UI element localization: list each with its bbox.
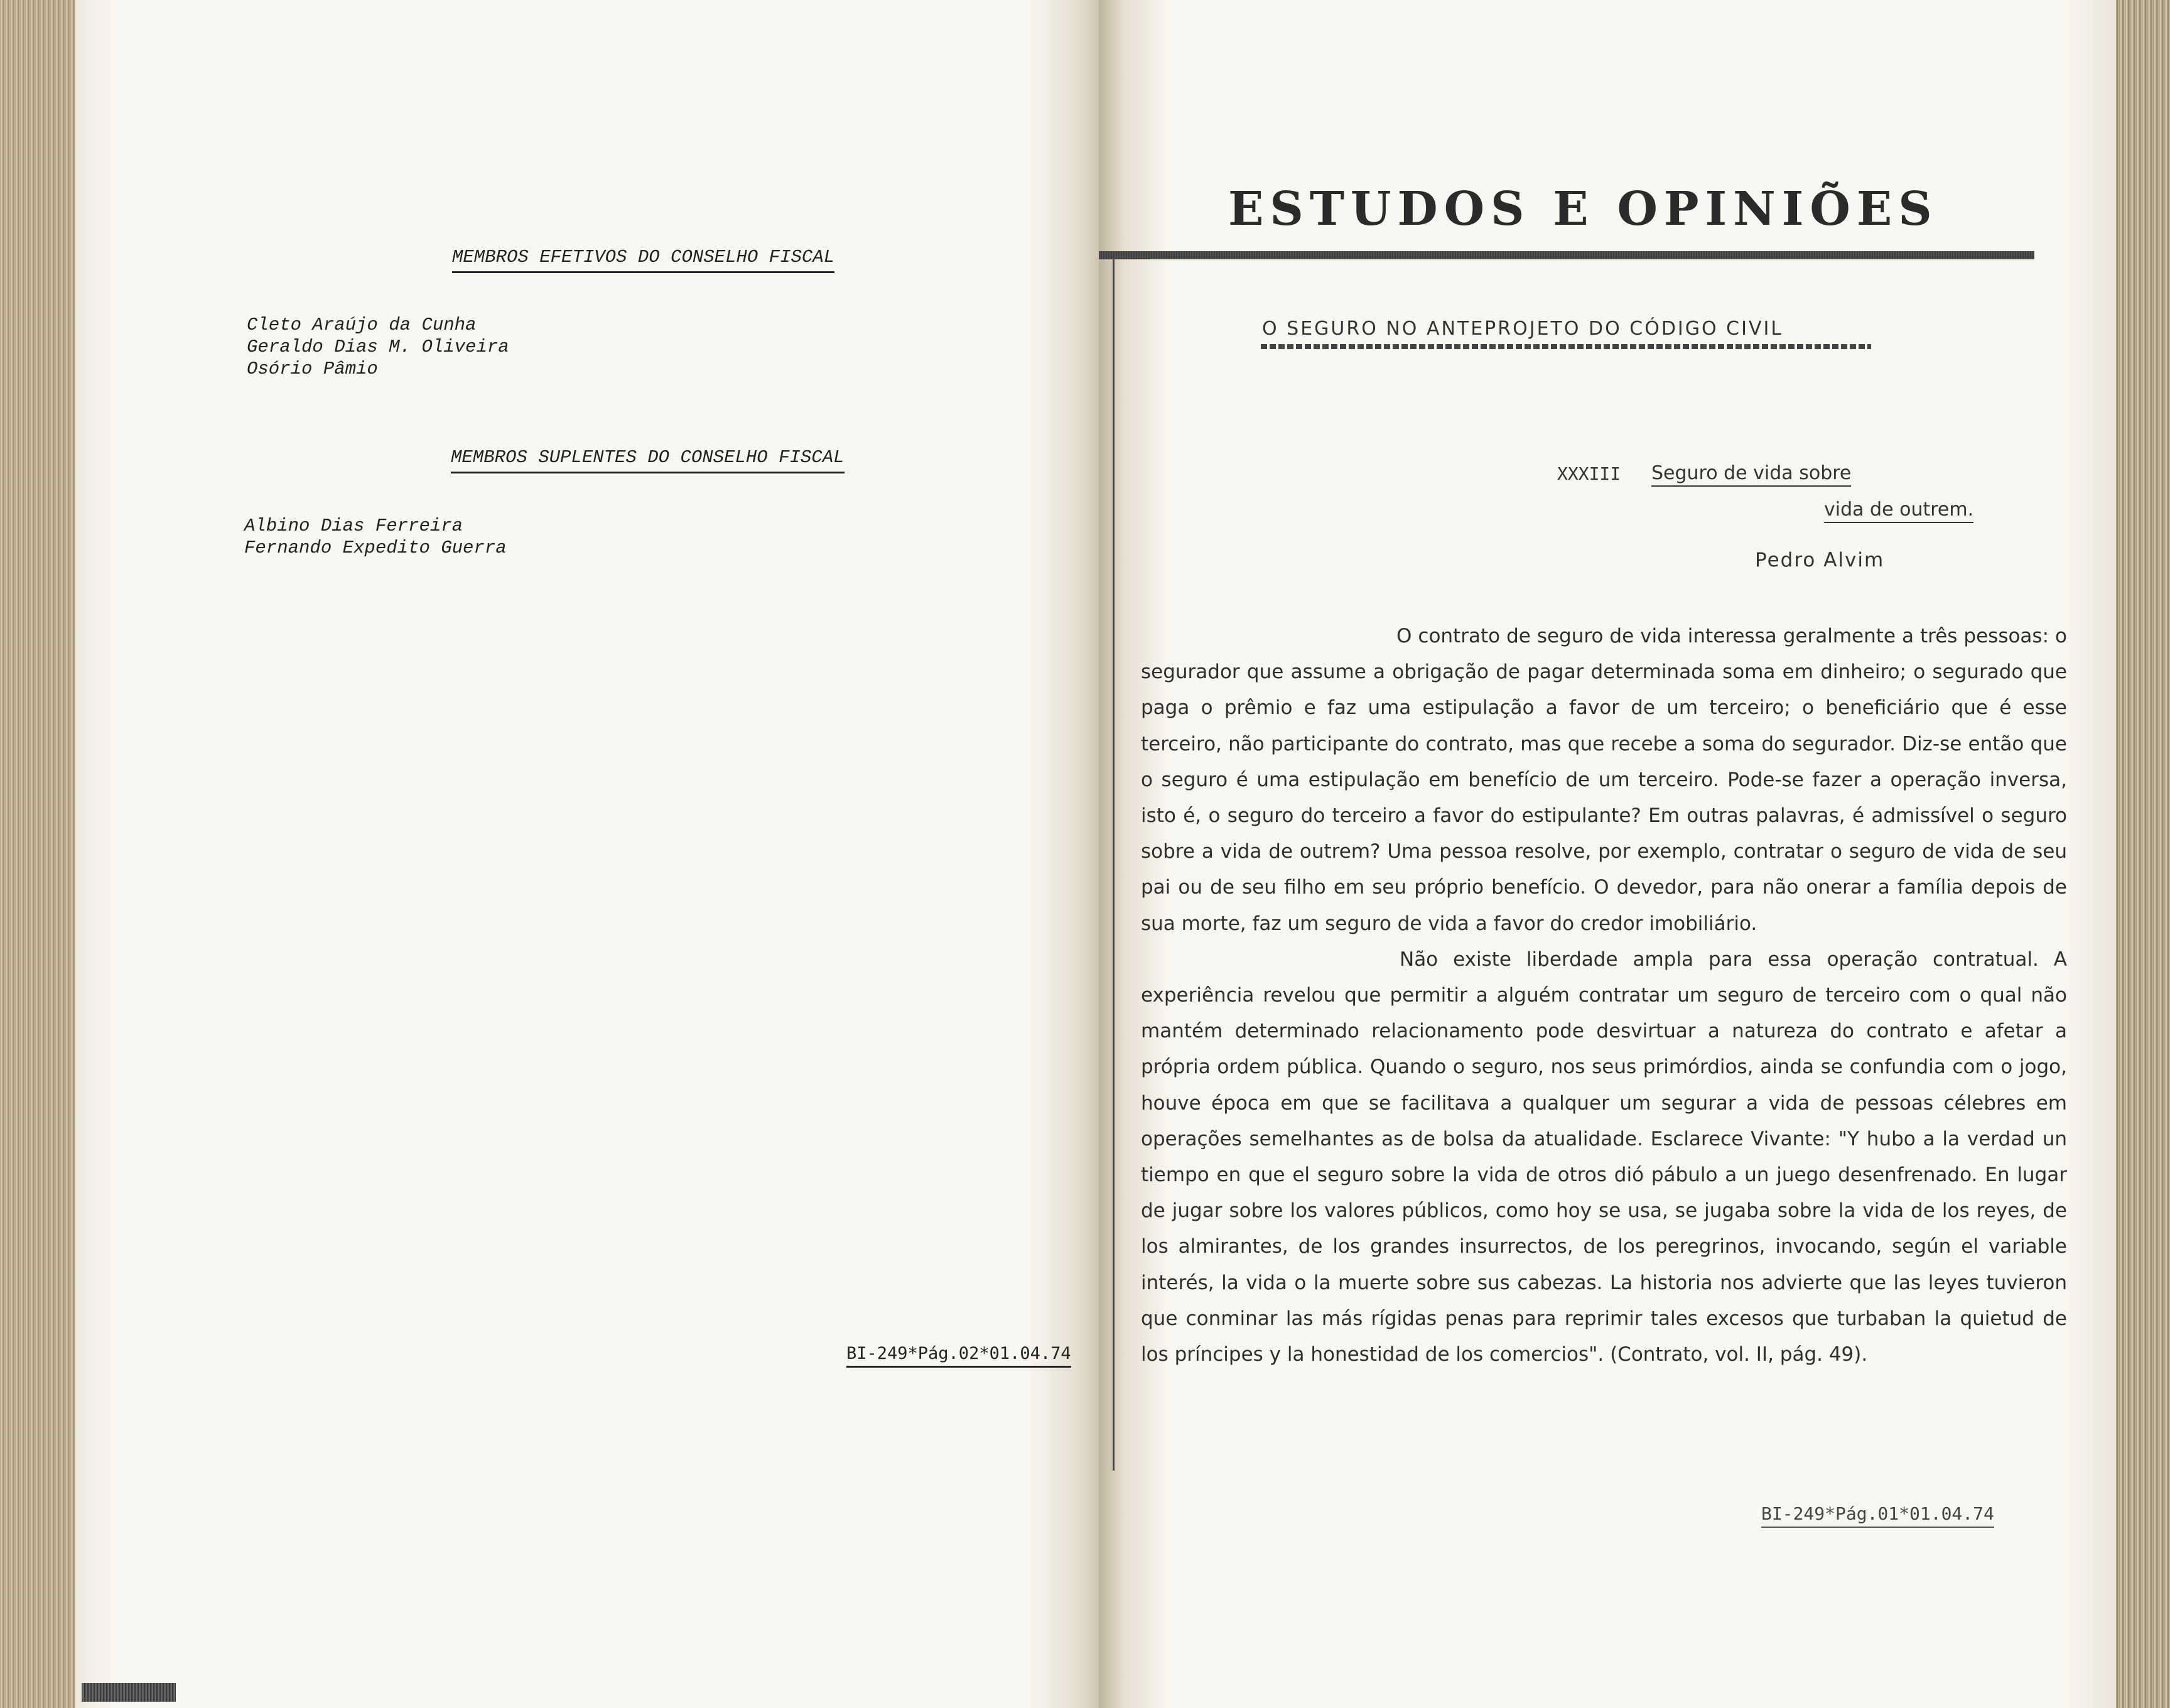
section-title: ESTUDOS E OPINIÕES: [1228, 182, 1938, 236]
member-name: Fernando Expedito Guerra: [244, 538, 507, 558]
page-footer-left: BI-249*Pág.02*01.04.74: [846, 1344, 1071, 1368]
author-name: Pedro Alvim: [1755, 549, 1885, 571]
chapter-title-line2: vida de outrem.: [1824, 499, 1973, 523]
effective-members-heading: MEMBROS EFETIVOS DO CONSELHO FISCAL: [452, 247, 834, 273]
page-footer-right: BI-249*Pág.01*01.04.74: [1761, 1503, 1994, 1528]
section-rule: [1099, 251, 2034, 259]
body-paragraph: O contrato de seguro de vida interessa geralmente a três pessoas: o segurador que assume a obrigação de pagar determinada soma em dinheiro; o segurado que paga o prêmio e faz uma estipulação a favor de um terceiro; o beneficiário que é esse terceiro, não participante do contrato, mas que recebe a soma do segurador. Diz-se então que o seguro é uma estipulação em benefício de um terceiro. Pode-se fazer a operação inversa, isto é, o seguro do terceiro a favor do estipulante? Em outras palavras, é admissível o seguro sobre a vida de outrem? Uma pessoa resolve, por exemplo, contratar o seguro de vida de seu pai ou de seu filho em seu próprio benefício. O devedor, para não onerar a família depois de sua morte, faz um seguro de vida a favor do credor imobiliário.: [1141, 625, 2067, 935]
binding-strip: [82, 1683, 176, 1702]
effective-members-list: [247, 314, 509, 380]
page-edges-left: [0, 0, 82, 1708]
body-paragraph: Não existe liberdade ampla para essa operação contratual. A experiência revelou que permitir a alguém contratar um seguro de terceiro com o qual não mantém determinado relacionamento pode desvirtuar a natureza do contrato e afetar a própria ordem pública. Quando o seguro, nos seus primórdios, ainda se confundia com o jogo, houve época em que se facilitava a qualquer um segurar a vida de pessoas célebres em operações semelhantes as de bolsa da atualidade. Esclarece Vivante: "Y hubo a la verdad un tiempo en que el seguro sobre la vida de otros dió pábulo a un juego desenfrenado. En lugar de jugar sobre los valores públicos, como hoy se usa, se jugaba sobre la vida de los reyes, de los almirantes, de los grandes insurrectos, de los peregrinos, invocando, según el variable interés, la vida o la muerte sobre sus cabezas. La historia nos advierte que las leyes tuvieron que conminar las más rígidas penas para reprimir tales excesos que turbaban la quietud de los príncipes y la honestidad de los comercios". (Contrato, vol. II, pág. 49).: [1141, 948, 2067, 1366]
member-name: Cleto Araújo da Cunha: [247, 315, 477, 335]
chapter-title-line1: Seguro de vida sobre: [1651, 462, 1851, 487]
member-name: Geraldo Dias M. Oliveira: [247, 337, 509, 357]
article-body: [1141, 619, 2067, 1373]
chapter-number: XXXIII: [1557, 463, 1621, 484]
article-title: O SEGURO NO ANTEPROJETO DO CÓDIGO CIVIL: [1262, 318, 1784, 340]
left-page: [75, 0, 1099, 1708]
member-name: Albino Dias Ferreira: [244, 516, 463, 536]
right-page: [1099, 0, 2116, 1708]
margin-rule: [1113, 259, 1115, 1471]
page-edges-right: [2113, 0, 2170, 1708]
alternate-members-heading: MEMBROS SUPLENTES DO CONSELHO FISCAL: [451, 447, 845, 473]
article-title-underline: [1261, 344, 1871, 349]
alternate-members-list: [244, 515, 507, 559]
member-name: Osório Pâmio: [247, 359, 378, 379]
